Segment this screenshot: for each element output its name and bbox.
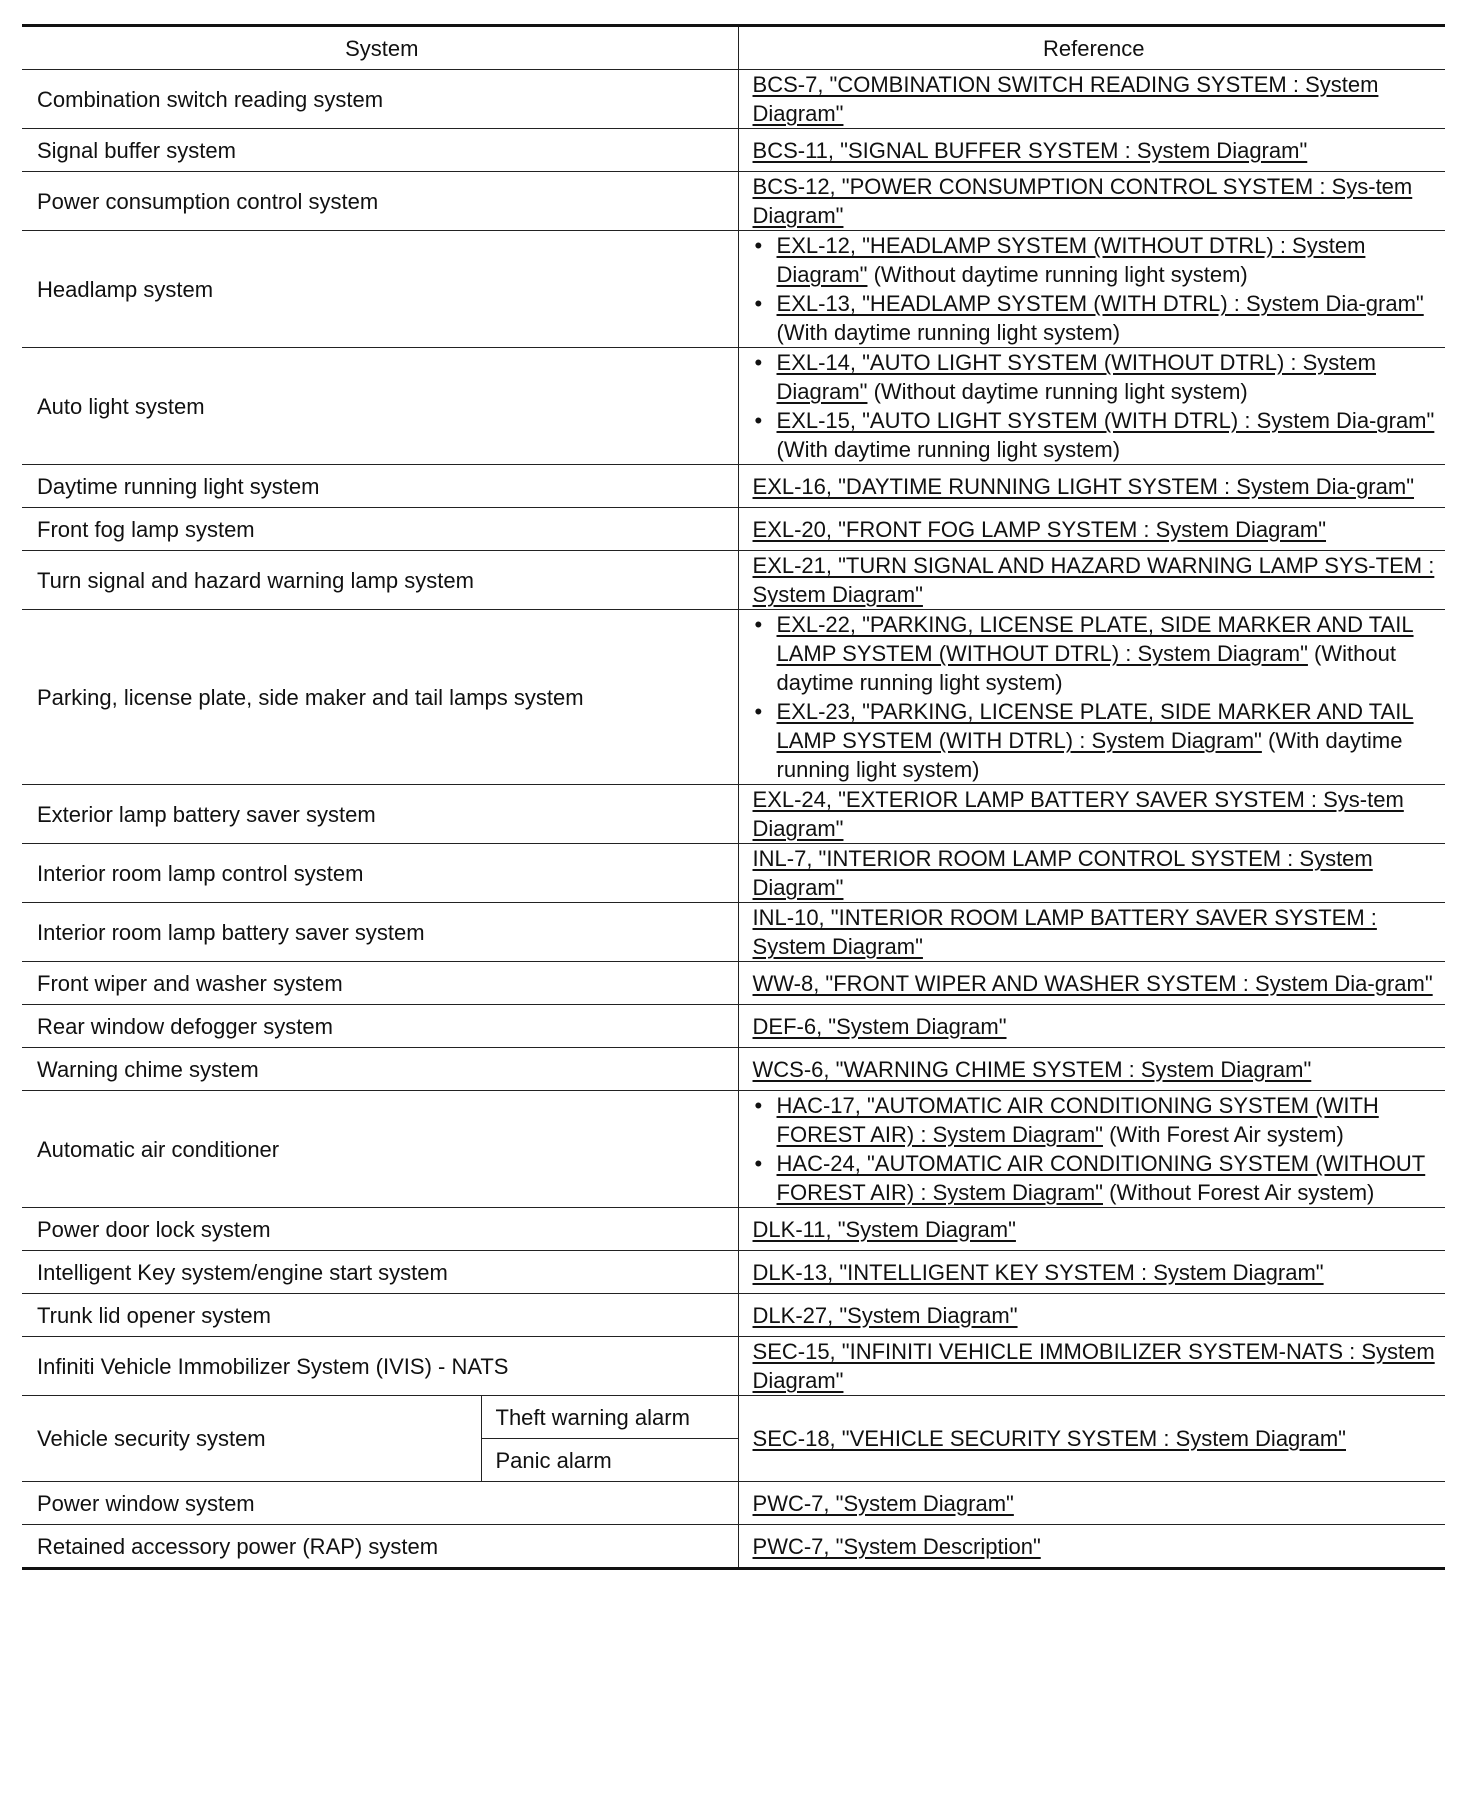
reference-note: (With daytime running light system): [776, 728, 1403, 782]
reference-cell: [738, 551, 1445, 610]
reference-cell: [738, 610, 1445, 785]
system-cell: Front fog lamp system: [22, 508, 738, 551]
reference-link[interactable]: INL-10, "INTERIOR ROOM LAMP BATTERY SAVER SYSTEM : System Diagram": [752, 905, 1377, 959]
system-cell: Combination switch reading system: [22, 70, 738, 129]
reference-list: [753, 610, 1440, 784]
table-row: [22, 610, 1445, 785]
reference-note: (With daytime running light system): [776, 437, 1121, 462]
subsystem-cell: Panic alarm: [481, 1439, 738, 1482]
subsystem-cell: Theft warning alarm: [481, 1396, 738, 1439]
reference-link[interactable]: EXL-13, "HEADLAMP SYSTEM (WITH DTRL) : System Dia-gram": [776, 291, 1424, 316]
reference-cell: [738, 1396, 1445, 1482]
system-cell: Interior room lamp control system: [22, 844, 738, 903]
reference-link[interactable]: EXL-23, "PARKING, LICENSE PLATE, SIDE MARKER AND TAIL LAMP SYSTEM (WITH DTRL) : System Diagram": [776, 699, 1414, 753]
table-row: [22, 465, 1445, 508]
reference-note: (Without daytime running light system): [873, 379, 1248, 404]
reference-cell: [738, 348, 1445, 465]
reference-cell: [738, 962, 1445, 1005]
system-cell: Rear window defogger system: [22, 1005, 738, 1048]
reference-link[interactable]: DLK-13, "INTELLIGENT KEY SYSTEM : System Diagram": [752, 1259, 1324, 1285]
reference-link[interactable]: EXL-14, "AUTO LIGHT SYSTEM (WITHOUT DTRL) : System Diagram": [776, 350, 1376, 404]
system-cell: Infiniti Vehicle Immobilizer System (IVIS) - NATS: [22, 1337, 738, 1396]
reference-note: (With Forest Air system): [1109, 1122, 1344, 1147]
reference-cell: [738, 1294, 1445, 1337]
table-row: [22, 1294, 1445, 1337]
table-row: [22, 129, 1445, 172]
reference-cell: [738, 70, 1445, 129]
reference-link[interactable]: EXL-12, "HEADLAMP SYSTEM (WITHOUT DTRL) : System Diagram": [776, 233, 1366, 287]
reference-list-item: [753, 231, 1440, 289]
reference-cell: [738, 231, 1445, 348]
reference-link[interactable]: WW-8, "FRONT WIPER AND WASHER SYSTEM : System Dia-gram": [752, 970, 1433, 996]
system-cell: Front wiper and washer system: [22, 962, 738, 1005]
reference-cell: [738, 785, 1445, 844]
system-cell: Automatic air conditioner: [22, 1091, 738, 1208]
system-cell: Daytime running light system: [22, 465, 738, 508]
table-row: [22, 1208, 1445, 1251]
reference-cell: [738, 1091, 1445, 1208]
table-row: [22, 551, 1445, 610]
system-cell: Turn signal and hazard warning lamp system: [22, 551, 738, 610]
reference-link[interactable]: HAC-24, "AUTOMATIC AIR CONDITIONING SYSTEM (WITHOUT FOREST AIR) : System Diagram": [776, 1151, 1426, 1205]
system-cell: Intelligent Key system/engine start system: [22, 1251, 738, 1294]
reference-link[interactable]: INL-7, "INTERIOR ROOM LAMP CONTROL SYSTEM : System Diagram": [752, 846, 1373, 900]
reference-list-item: [753, 406, 1440, 464]
system-cell: Signal buffer system: [22, 129, 738, 172]
reference-note: (Without daytime running light system): [873, 262, 1248, 287]
system-cell: Auto light system: [22, 348, 738, 465]
reference-note: (Without daytime running light system): [776, 641, 1396, 695]
reference-cell: [738, 1005, 1445, 1048]
reference-cell: [738, 1048, 1445, 1091]
header-reference: Reference: [738, 26, 1445, 70]
system-cell: Retained accessory power (RAP) system: [22, 1525, 738, 1569]
reference-list-item: [753, 610, 1440, 697]
system-cell: Vehicle security system: [22, 1396, 481, 1482]
reference-link[interactable]: PWC-7, "System Description": [752, 1533, 1041, 1559]
table-row: [22, 962, 1445, 1005]
reference-cell: [738, 465, 1445, 508]
reference-cell: [738, 903, 1445, 962]
reference-list-item: [753, 348, 1440, 406]
reference-link[interactable]: EXL-20, "FRONT FOG LAMP SYSTEM : System Diagram": [752, 516, 1327, 542]
table-row: [22, 70, 1445, 129]
system-cell: Parking, license plate, side maker and tail lamps system: [22, 610, 738, 785]
reference-link[interactable]: DEF-6, "System Diagram": [752, 1013, 1007, 1039]
reference-link[interactable]: SEC-18, "VEHICLE SECURITY SYSTEM : System Diagram": [752, 1426, 1346, 1451]
reference-link[interactable]: BCS-12, "POWER CONSUMPTION CONTROL SYSTEM : Sys-tem Diagram": [752, 174, 1413, 228]
reference-link[interactable]: BCS-7, "COMBINATION SWITCH READING SYSTEM : System Diagram": [752, 72, 1379, 126]
reference-link[interactable]: DLK-11, "System Diagram": [752, 1216, 1016, 1242]
reference-link[interactable]: BCS-11, "SIGNAL BUFFER SYSTEM : System Diagram": [752, 137, 1308, 163]
system-cell: Trunk lid opener system: [22, 1294, 738, 1337]
reference-cell: [738, 1482, 1445, 1525]
system-reference-table: [22, 24, 1445, 1570]
table-row: [22, 1251, 1445, 1294]
header-row: [22, 26, 1445, 70]
table-row: [22, 172, 1445, 231]
table-row: [22, 1482, 1445, 1525]
reference-link[interactable]: EXL-15, "AUTO LIGHT SYSTEM (WITH DTRL) : System Dia-gram": [776, 408, 1435, 433]
reference-link[interactable]: EXL-21, "TURN SIGNAL AND HAZARD WARNING LAMP SYS-TEM : System Diagram": [752, 553, 1435, 607]
table-row: [22, 1048, 1445, 1091]
system-cell: Warning chime system: [22, 1048, 738, 1091]
reference-link[interactable]: PWC-7, "System Diagram": [752, 1490, 1014, 1516]
table-row: [22, 1005, 1445, 1048]
reference-cell: [738, 844, 1445, 903]
reference-link[interactable]: EXL-24, "EXTERIOR LAMP BATTERY SAVER SYSTEM : Sys-tem Diagram": [752, 787, 1404, 841]
reference-list-item: [753, 1091, 1440, 1149]
system-cell: Power door lock system: [22, 1208, 738, 1251]
table-row: [22, 508, 1445, 551]
table-row: [22, 1525, 1445, 1569]
reference-list: [753, 231, 1440, 347]
reference-note: (With daytime running light system): [776, 320, 1121, 345]
reference-link[interactable]: SEC-15, "INFINITI VEHICLE IMMOBILIZER SYSTEM-NATS : System Diagram": [752, 1339, 1435, 1393]
reference-link[interactable]: WCS-6, "WARNING CHIME SYSTEM : System Diagram": [752, 1056, 1312, 1082]
reference-cell: [738, 1337, 1445, 1396]
table-row: [22, 844, 1445, 903]
system-cell: Exterior lamp battery saver system: [22, 785, 738, 844]
table-body: [22, 70, 1445, 1569]
reference-note: (Without Forest Air system): [1109, 1180, 1375, 1205]
system-cell: Power window system: [22, 1482, 738, 1525]
reference-link[interactable]: EXL-16, "DAYTIME RUNNING LIGHT SYSTEM : System Dia-gram": [752, 473, 1414, 499]
reference-cell: [738, 1251, 1445, 1294]
reference-link[interactable]: DLK-27, "System Diagram": [752, 1302, 1018, 1328]
reference-cell: [738, 1208, 1445, 1251]
table-row: [22, 231, 1445, 348]
reference-link[interactable]: EXL-22, "PARKING, LICENSE PLATE, SIDE MARKER AND TAIL LAMP SYSTEM (WITHOUT DTRL) : System Diagram": [776, 612, 1414, 666]
reference-list: [753, 348, 1440, 464]
table-row: [22, 903, 1445, 962]
reference-list-item: [753, 1149, 1440, 1207]
reference-cell: [738, 172, 1445, 231]
reference-list: [753, 1091, 1440, 1207]
reference-cell: [738, 1525, 1445, 1569]
header-system: System: [22, 26, 738, 70]
table-row: [22, 1337, 1445, 1396]
system-cell: Power consumption control system: [22, 172, 738, 231]
reference-cell: [738, 129, 1445, 172]
reference-link[interactable]: HAC-17, "AUTOMATIC AIR CONDITIONING SYSTEM (WITH FOREST AIR) : System Diagram": [776, 1093, 1379, 1147]
system-cell: Interior room lamp battery saver system: [22, 903, 738, 962]
table-row: [22, 1091, 1445, 1208]
table-row: [22, 348, 1445, 465]
table-row: [22, 785, 1445, 844]
table-row: [22, 1396, 1445, 1439]
reference-list-item: [753, 289, 1440, 347]
reference-list-item: [753, 697, 1440, 784]
reference-cell: [738, 508, 1445, 551]
system-cell: Headlamp system: [22, 231, 738, 348]
